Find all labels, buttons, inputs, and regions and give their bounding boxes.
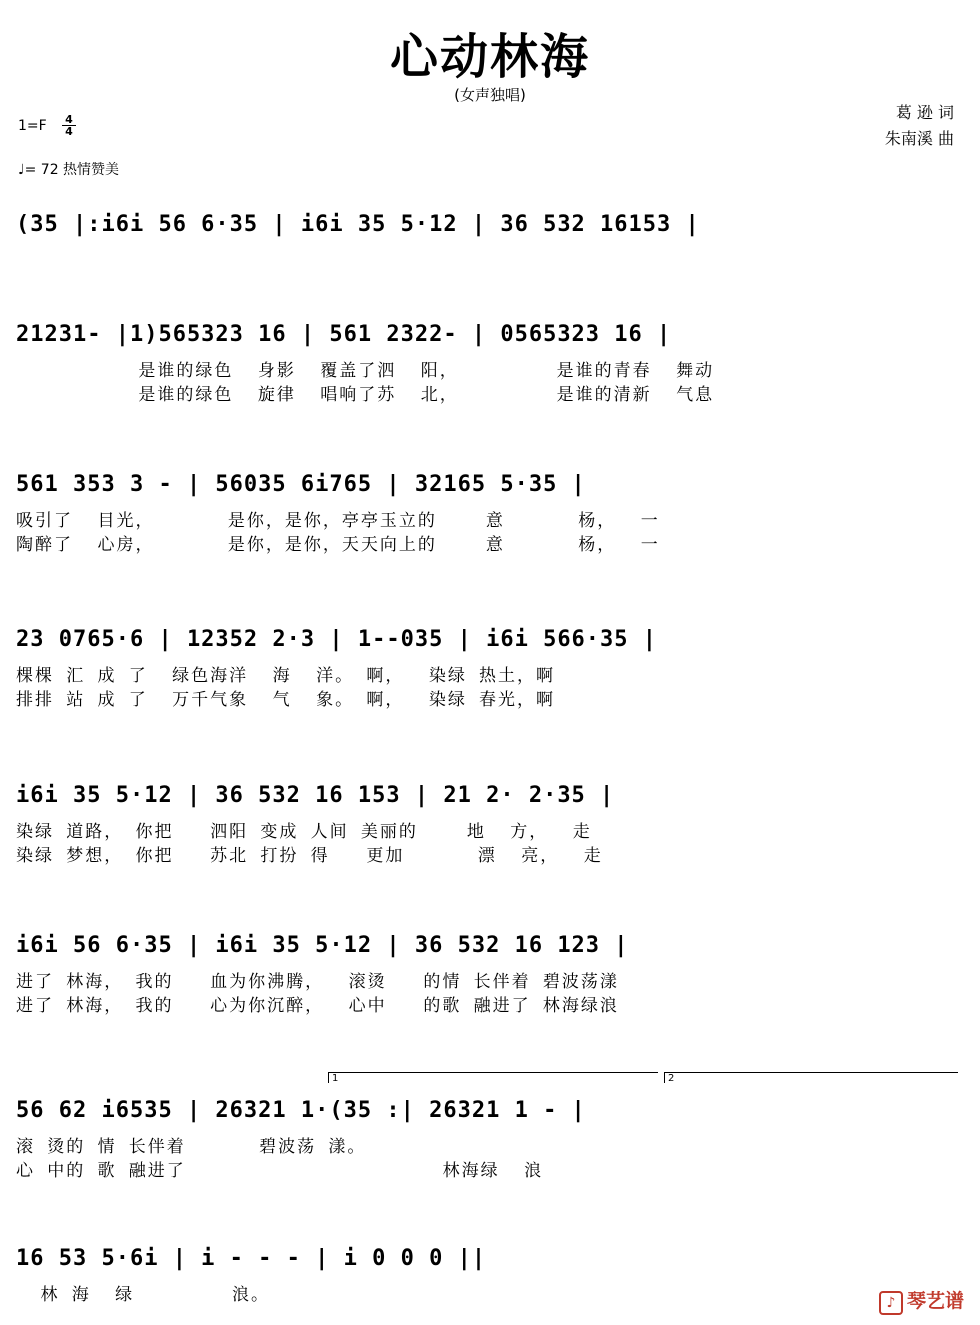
lyric-verse-1: 棵棵 汇 成 了 绿色海洋 海 洋。 啊， 染绿 热土，啊	[16, 666, 556, 686]
key-signature: 1=F	[18, 118, 47, 134]
site-watermark	[879, 1286, 964, 1315]
lyric-verse-2: 染绿 梦想， 你把 苏北 打扮 得 更加 漂 亮， 走	[16, 846, 603, 866]
lyric-verse-1: 吸引了 目光， 是你，是你，亭亭玉立的 意 杨， 一	[16, 511, 660, 531]
lyric-verse-2: 进了 林海， 我的 心为你沉醉， 心中 的歌 融进了 林海绿浪	[16, 996, 619, 1016]
watermark-text: 琴艺谱	[906, 1290, 964, 1312]
lyric-verse-2: 是谁的绿色 旋律 唱响了苏 北， 是谁的清新 气息	[16, 385, 715, 405]
composer-credit: 朱南溪 曲	[884, 129, 954, 148]
lyricist-credit: 葛 逊 词	[895, 103, 954, 122]
lyric-verse-2: 陶醉了 心房， 是你，是你，天天向上的 意 杨， 一	[16, 535, 660, 555]
watermark-logo-icon: ♪	[879, 1291, 903, 1315]
lyric-verse-1: 进了 林海， 我的 血为你沸腾， 滚烫 的情 长伴着 碧波荡漾	[16, 972, 619, 992]
song-title: 心动林海	[389, 29, 590, 85]
lyric-verse-1: 染绿 道路， 你把 泗阳 变成 人间 美丽的 地 方， 走	[16, 822, 592, 842]
time-signature-top: 4	[62, 114, 76, 126]
tempo-marking: ♩= 72 热情赞美	[18, 162, 120, 178]
lyric-verse-2: 排排 站 成 了 万千气象 气 象。 啊， 染绿 春光，啊	[16, 690, 556, 710]
line-notes: i6i 56 6·35 | i6i 35 5·12 | 36 532 16 123 |	[16, 933, 629, 958]
lyric-verse-1: 林 海 绿 浪。	[16, 1285, 271, 1305]
line-notes: 16 53 5·6i | i - - - | i 0 0 0 ||	[16, 1246, 487, 1271]
lyric-verse-2: 心 中的 歌 融进了 林海绿 浪	[16, 1161, 544, 1181]
time-signature-bottom: 4	[65, 125, 73, 138]
line-notes: 21231- |1)565323 16 | 561 2322- | 0565323 16 |	[16, 322, 672, 347]
volta-1: 1	[328, 1072, 658, 1083]
lyric-verse-1: 是谁的绿色 身影 覆盖了泗 阳， 是谁的青春 舞动	[16, 361, 715, 381]
line-notes: i6i 35 5·12 | 36 532 16 153 | 21 2· 2·35 |	[16, 783, 615, 808]
line-notes: (35 |:i6i 56 6·35 | i6i 35 5·12 | 36 532 16153 |	[16, 212, 700, 237]
time-signature	[62, 114, 76, 137]
song-subtitle: (女声独唱)	[454, 86, 526, 104]
volta-2: 2	[664, 1072, 958, 1083]
line-notes: 561 353 3 - | 56035 6i765 | 32165 5·35 |	[16, 472, 586, 497]
credits	[885, 100, 954, 152]
lyric-verse-1: 滚 烫的 情 长伴着 碧波荡 漾。	[16, 1137, 367, 1157]
line-notes: 56 62 i6535 | 26321 1·(35 :| 26321 1 - |	[16, 1098, 586, 1123]
line-notes: 23 0765·6 | 12352 2·3 | 1--035 | i6i 566·35 |	[16, 627, 658, 652]
